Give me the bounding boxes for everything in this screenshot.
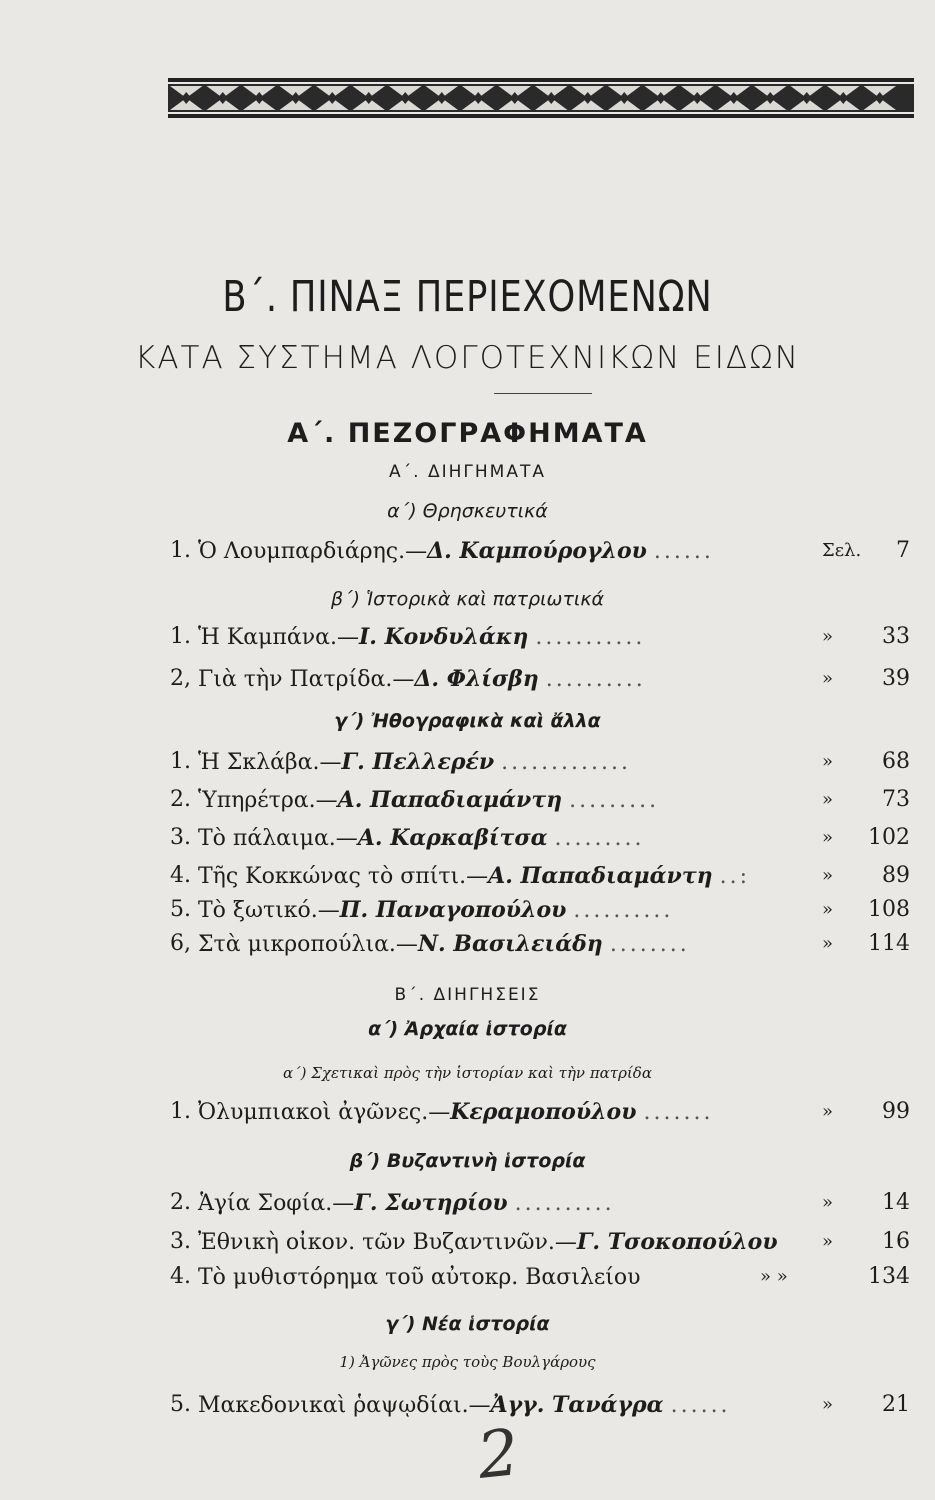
entry-leader: .........: [554, 826, 645, 851]
entry-number: 1.: [170, 538, 191, 563]
entry-page: 33: [882, 624, 910, 649]
toc-entry: [170, 1186, 910, 1220]
entry-title: Τὸ πάλαιμα.—: [198, 826, 358, 851]
entry-title: Γιὰ τὴν Πατρίδα.—: [198, 667, 415, 692]
toc-entry: [170, 1095, 910, 1129]
entry-page: 73: [882, 787, 910, 812]
entry-number: 5.: [170, 1392, 191, 1417]
toc-entry: [170, 821, 910, 855]
category-heading: γ΄) Ἠθογραφικὰ καὶ ἄλλα: [334, 710, 601, 732]
toc-entry: [170, 1260, 910, 1294]
entry-author: Δ. Καμπούρογλου: [427, 538, 647, 564]
entry-page: 108: [868, 897, 910, 922]
entry-page-mark: »: [822, 827, 834, 848]
entry-number: 6,: [170, 931, 191, 956]
entry-leader: .............: [501, 750, 632, 775]
entry-leader: ......: [653, 539, 714, 564]
entry-page: 114: [868, 931, 910, 956]
category-heading: α΄) Ἀρχαία ἱστορία: [368, 1018, 567, 1040]
entry-page: 39: [882, 666, 910, 691]
category-note: 1) Ἀγῶνες πρὸς τοὺς Βουλγάρους: [339, 1353, 596, 1371]
entry-page: 102: [868, 825, 910, 850]
entry-page: 68: [882, 749, 910, 774]
entry-number: 1.: [170, 1099, 191, 1124]
entry-number: 4.: [170, 1264, 191, 1289]
entry-author: Α. Καρκαβίτσα: [357, 825, 548, 851]
page-title: Β΄. ΠΙΝΑΞ ΠΕΡΙΕΧΟΜΕΝΩΝ: [222, 272, 713, 322]
entry-title: Ἐθνικὴ οἰκον. τῶν Βυζαντινῶν.—: [198, 1230, 577, 1255]
entry-leader: .........: [569, 788, 660, 813]
entry-leader: ..........: [573, 898, 674, 923]
entry-author: Α. Παπαδιαμάντη: [488, 863, 713, 889]
entry-number: 3.: [170, 825, 191, 850]
entry-page-mark: »: [822, 1192, 834, 1213]
entry-page: 134: [868, 1264, 910, 1289]
toc-entry: [170, 745, 910, 779]
entry-leader: ..:: [719, 864, 751, 889]
entry-author: Κεραμοπούλου: [450, 1099, 637, 1125]
part-heading: Α΄. ΠΕΖΟΓΡΑΦΗΜΑΤΑ: [287, 418, 648, 449]
entry-author: Γ. Τσοκοπούλου: [576, 1229, 778, 1255]
category-heading: β΄) Ἱστορικὰ καὶ πατριωτικά: [330, 588, 605, 610]
entry-leader: ..........: [514, 1191, 615, 1216]
entry-author: Ι. Κονδυλάκη: [358, 624, 529, 650]
entry-page-mark: » »: [760, 1266, 788, 1287]
entry-number: 1.: [170, 749, 191, 774]
entry-leader: ...........: [535, 625, 646, 650]
entry-title: Ὀλυμπιακοὶ ἀγῶνες.—: [198, 1100, 451, 1125]
entry-page: 89: [882, 863, 910, 888]
ornament-pattern: [168, 78, 914, 118]
entry-page: 14: [882, 1190, 910, 1215]
entry-number: 5.: [170, 897, 191, 922]
entry-page-mark: »: [822, 668, 834, 689]
entry-author: Ν. Βασιλειάδη: [417, 931, 603, 957]
entry-author: Π. Παναγοπούλου: [339, 897, 567, 923]
entry-page-mark: »: [822, 899, 834, 920]
entry-page: 21: [882, 1392, 910, 1417]
entry-leader: ......: [670, 1393, 731, 1418]
entry-title: Τὸ ξωτικό.—: [198, 898, 340, 923]
entry-page: 99: [882, 1099, 910, 1124]
entry-number: 1.: [170, 624, 191, 649]
toc-entry: [170, 1388, 910, 1422]
entry-page-mark: »: [822, 751, 834, 772]
entry-number: 4.: [170, 863, 191, 888]
entry-title: Ἡ Καμπάνα.—: [198, 625, 359, 650]
toc-entry: [170, 534, 910, 568]
page-subtitle: ΚΑΤΑ ΣΥΣΤΗΜΑ ΛΟΓΟΤΕΧΝΙΚΩΝ ΕΙΔΩΝ: [135, 340, 800, 376]
toc-entry: [170, 783, 910, 817]
ornamental-border: [168, 78, 914, 118]
entry-page-mark: »: [822, 789, 834, 810]
category-heading: α΄) Θρησκευτικά: [387, 500, 548, 522]
entry-page-mark: »: [822, 865, 834, 886]
entry-author: Γ. Σωτηρίου: [354, 1190, 508, 1216]
entry-author: Ἀγγ. Τανάγρα: [490, 1392, 664, 1418]
entry-author: Γ. Πελλερέν: [341, 749, 495, 775]
entry-page: 7: [896, 538, 910, 563]
entry-page-mark: Σελ.: [822, 540, 862, 561]
entry-author: Α. Παπαδιαμάντη: [337, 787, 563, 813]
entry-page-mark: »: [822, 933, 834, 954]
toc-entry: [170, 662, 910, 696]
entry-number: 2.: [170, 787, 191, 812]
entry-title: Ἡ Σκλάβα.—: [198, 750, 342, 775]
section-heading: Β΄. ΔΙΗΓΗΣΕΙΣ: [394, 985, 541, 1005]
toc-entry: [170, 1225, 910, 1259]
entry-title: Ὁ Λουμπαρδιάρης.—: [198, 539, 428, 564]
toc-entry: [170, 927, 910, 961]
entry-title: Μακεδονικαὶ ῥαψῳδίαι.—: [198, 1393, 491, 1418]
entry-leader: .......: [643, 1100, 714, 1125]
category-note: α΄) Σχετικαὶ πρὸς τὴν ἱστορίαν καὶ τὴν πατρίδα: [283, 1064, 652, 1082]
entry-page: 16: [882, 1229, 910, 1254]
entry-number: 2,: [170, 666, 191, 691]
entry-number: 2.: [170, 1190, 191, 1215]
entry-title: Ὑπηρέτρα.—: [198, 788, 338, 813]
entry-leader: ..........: [545, 667, 646, 692]
handwritten-page-number: 2: [474, 1416, 523, 1494]
category-heading: γ΄) Νέα ἱστορία: [385, 1313, 550, 1335]
entry-page-mark: »: [822, 1101, 834, 1122]
entry-leader: ........: [609, 932, 690, 957]
toc-entry: [170, 859, 910, 893]
entry-number: 3.: [170, 1229, 191, 1254]
entry-title: Ἁγία Σοφία.—: [198, 1191, 355, 1216]
entry-title: Στὰ μικροπούλια.—: [198, 932, 418, 957]
entry-page-mark: »: [822, 626, 834, 647]
entry-title: Τὸ μυθιστόρημα τοῦ αὐτοκρ. Βασιλείου: [198, 1265, 641, 1290]
divider: [494, 393, 592, 394]
toc-entry: [170, 893, 910, 927]
category-heading: β΄) Βυζαντινὴ ἱστορία: [349, 1150, 586, 1172]
entry-page-mark: »: [822, 1394, 834, 1415]
entry-title: Τῆς Κοκκώνας τὸ σπίτι.—: [198, 864, 489, 889]
entry-page-mark: »: [822, 1231, 834, 1252]
section-heading: Α΄. ΔΙΗΓΗΜΑΤΑ: [389, 462, 546, 482]
entry-author: Δ. Φλίσβη: [414, 666, 539, 692]
toc-entry: [170, 620, 910, 654]
